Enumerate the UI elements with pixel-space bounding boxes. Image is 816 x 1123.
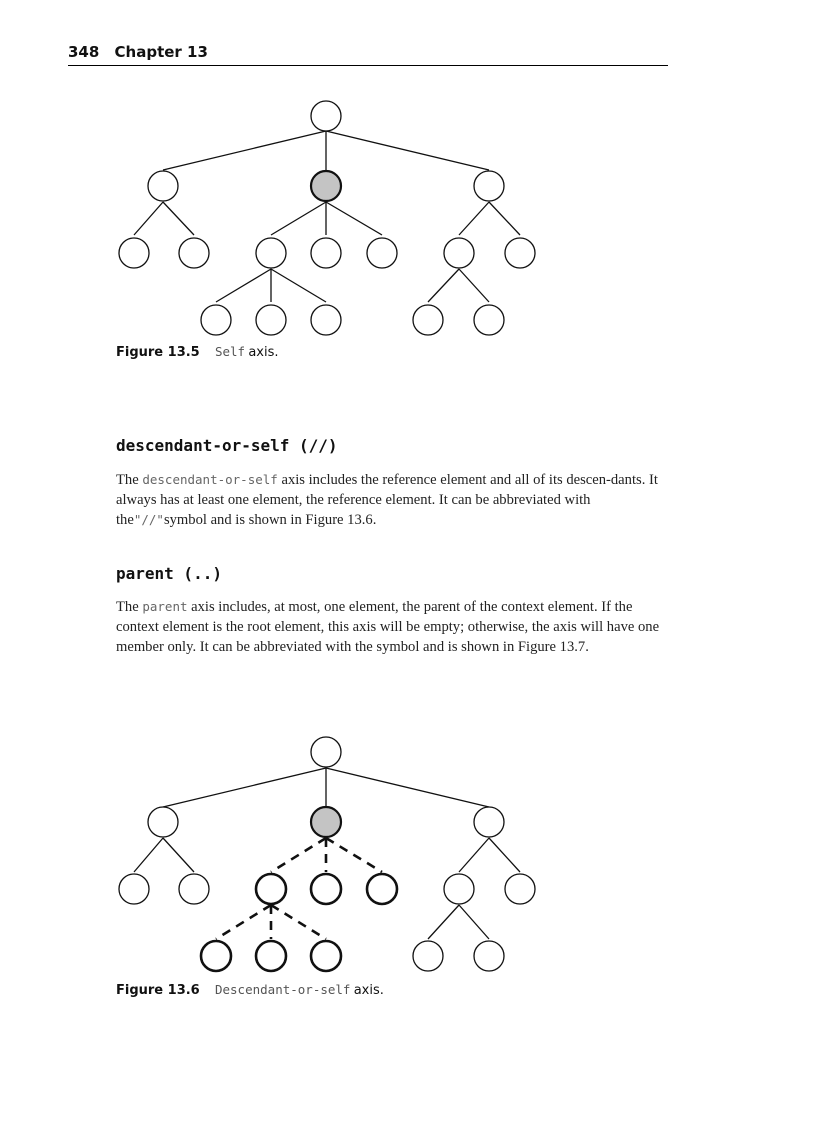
axis-node bbox=[311, 941, 341, 971]
tree-edge bbox=[428, 269, 459, 302]
tree-edge bbox=[163, 202, 194, 235]
figure-label: Figure 13.6 bbox=[116, 983, 200, 998]
tree-node bbox=[179, 874, 209, 904]
tree-node bbox=[201, 305, 231, 335]
tree-node bbox=[413, 305, 443, 335]
figure-13-6-tree-diagram bbox=[0, 728, 816, 978]
tree-node bbox=[474, 807, 504, 837]
tree-node bbox=[444, 238, 474, 268]
tree-edge bbox=[459, 838, 489, 872]
chapter-title: Chapter 13 bbox=[114, 43, 208, 61]
tree-edge bbox=[489, 202, 520, 235]
tree-edge bbox=[326, 202, 382, 235]
tree-node bbox=[119, 238, 149, 268]
tree-edge bbox=[134, 202, 163, 235]
tree-edge bbox=[163, 768, 326, 807]
tree-node bbox=[256, 305, 286, 335]
context-node bbox=[311, 171, 341, 201]
page-number: 348 bbox=[68, 43, 100, 61]
tree-node bbox=[474, 171, 504, 201]
figure-label: Figure 13.5 bbox=[116, 345, 200, 360]
tree-edge bbox=[489, 838, 520, 872]
tree-edge bbox=[326, 131, 489, 170]
tree-node bbox=[311, 238, 341, 268]
running-head bbox=[68, 43, 668, 66]
figure-13-5-tree-diagram bbox=[0, 90, 816, 350]
tree-edge bbox=[163, 131, 326, 170]
tree-node bbox=[148, 171, 178, 201]
tree-node bbox=[474, 941, 504, 971]
axis-node bbox=[256, 941, 286, 971]
figure-13-5-caption bbox=[116, 344, 279, 360]
tree-edge bbox=[459, 269, 489, 302]
root-node bbox=[311, 737, 341, 767]
axis-edge-dashed bbox=[271, 905, 326, 939]
axis-edge-dashed bbox=[216, 905, 271, 939]
figure-code: Self bbox=[214, 344, 246, 359]
tree-node bbox=[474, 305, 504, 335]
tree-node bbox=[148, 807, 178, 837]
axis-node bbox=[367, 874, 397, 904]
tree-node bbox=[505, 238, 535, 268]
tree-node bbox=[444, 874, 474, 904]
tree-edge bbox=[216, 269, 271, 302]
axis-node bbox=[201, 941, 231, 971]
figure-code: Descendant-or-self bbox=[214, 982, 351, 997]
axis-edge-dashed bbox=[271, 838, 326, 872]
tree-node bbox=[505, 874, 535, 904]
tree-node bbox=[367, 238, 397, 268]
axis-node bbox=[311, 874, 341, 904]
tree-node bbox=[311, 305, 341, 335]
tree-edge bbox=[163, 838, 194, 872]
axis-node bbox=[256, 874, 286, 904]
figure-text: axis. bbox=[353, 983, 384, 998]
paragraph-descendant-or-self: The descendant-or-self axis includes the reference element and all of its descen-dants. It always has at least one element, the reference element. It can be abbreviated with the"//"symbol and is shown in Figure 13.6. bbox=[116, 472, 658, 528]
figure-13-6-caption bbox=[116, 982, 384, 998]
tree-edge bbox=[326, 768, 489, 807]
tree-edge bbox=[271, 202, 326, 235]
tree-edge bbox=[271, 269, 326, 302]
tree-node bbox=[179, 238, 209, 268]
axis-edge-dashed bbox=[326, 838, 382, 872]
paragraph-parent: The parent axis includes, at most, one element, the parent of the context element. If the context element is the root element, this axis will be empty; otherwise, the axis will have one member only. It can be abbreviated with the symbol and is shown in Figure 13.7. bbox=[116, 599, 660, 655]
section-heading-parent: parent (..) bbox=[116, 564, 222, 583]
tree-edge bbox=[459, 905, 489, 939]
tree-edge bbox=[134, 838, 163, 872]
tree-node bbox=[256, 238, 286, 268]
tree-edge bbox=[428, 905, 459, 939]
tree-node bbox=[413, 941, 443, 971]
context-node bbox=[311, 807, 341, 837]
figure-text: axis. bbox=[248, 345, 279, 360]
tree-node bbox=[119, 874, 149, 904]
root-node bbox=[311, 101, 341, 131]
tree-edge bbox=[459, 202, 489, 235]
section-heading-descendant-or-self: descendant-or-self (//) bbox=[116, 436, 338, 455]
